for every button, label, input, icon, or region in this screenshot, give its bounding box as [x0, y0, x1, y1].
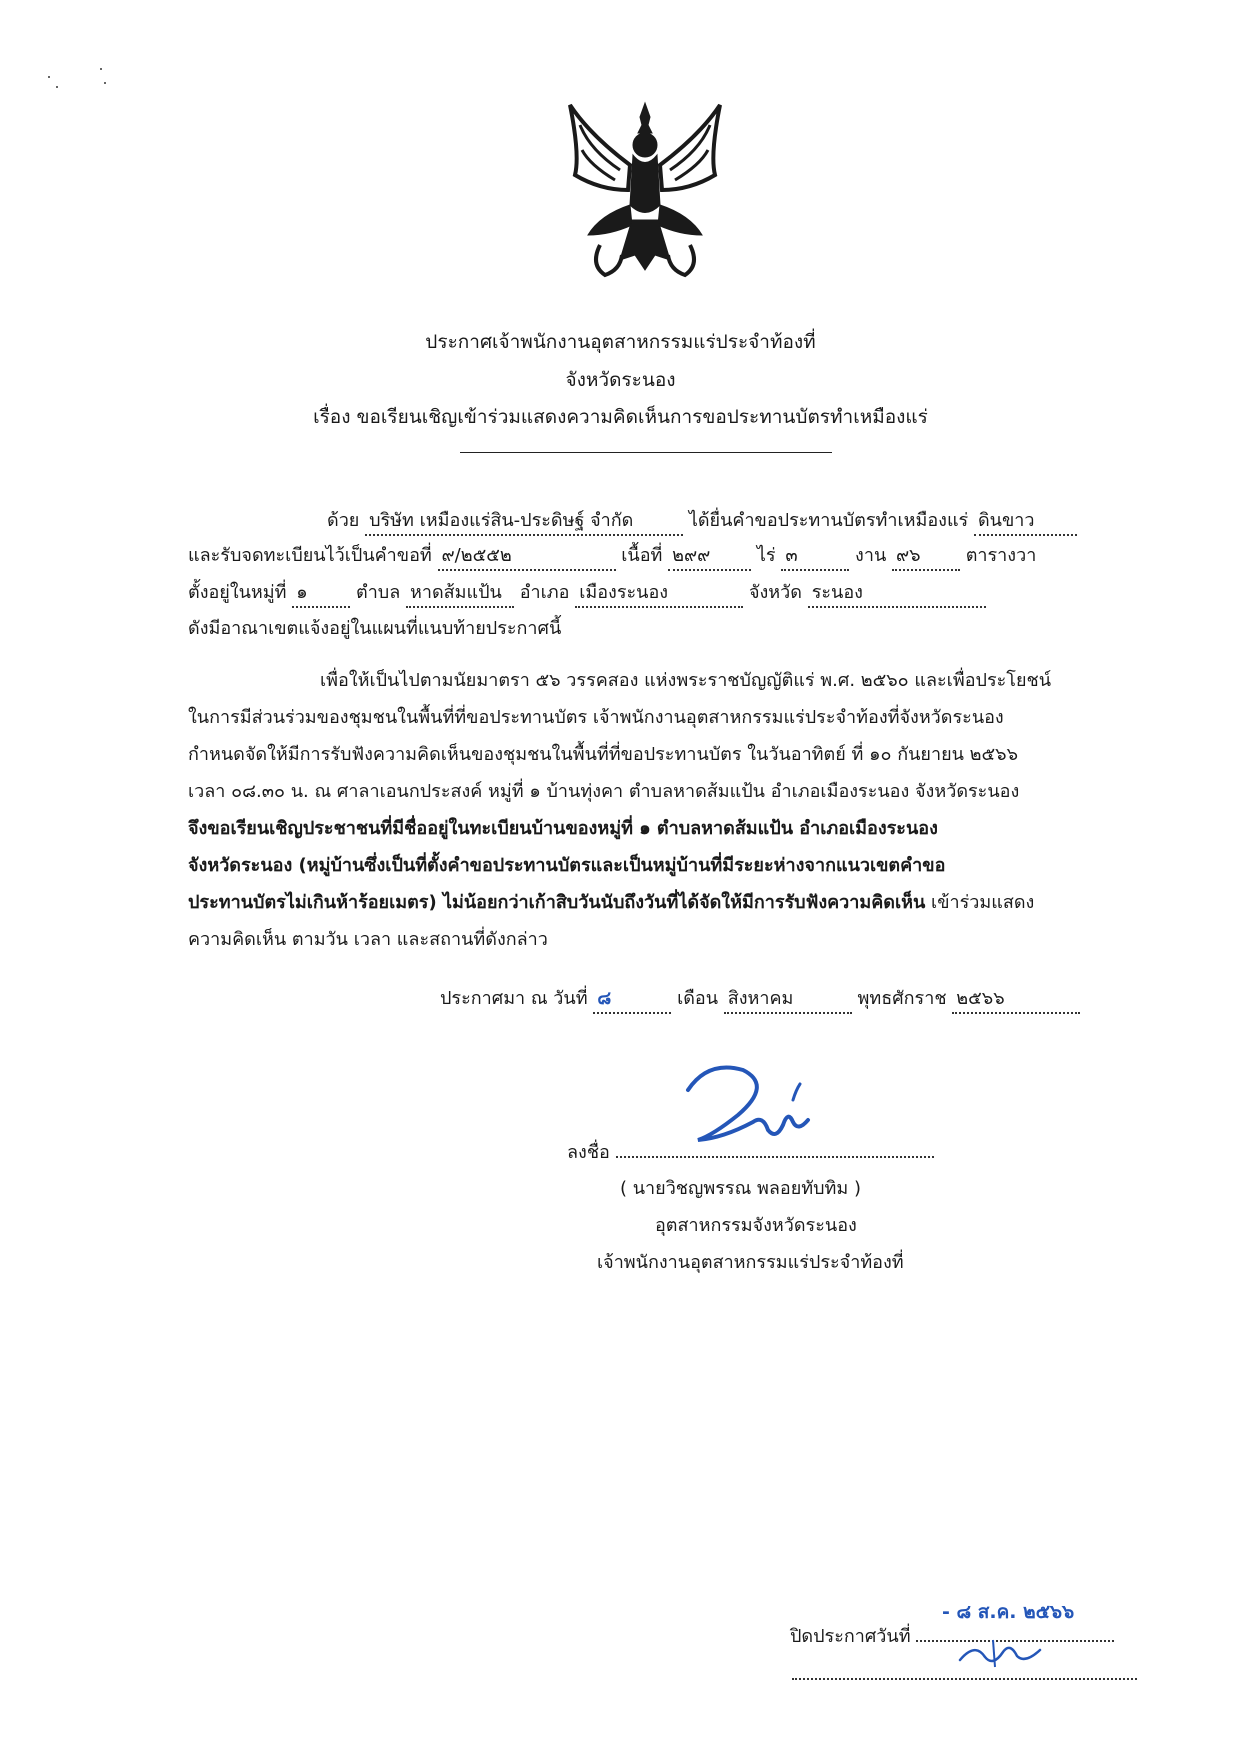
rai-label: ไร่	[756, 545, 776, 566]
tambon-field: หาดส้มแป้น	[406, 577, 514, 608]
province-field: ระนอง	[808, 577, 986, 608]
para2-line2: ในการมีส่วนร่วมของชุมชนในพื้นที่ที่ขอประทานบัตร เจ้าพนักงานอุตสาหกรรมแร่ประจำท้องที่จังหวัดระนอง	[188, 707, 1004, 728]
ngan-field: ๓	[781, 540, 849, 571]
signer-name: ( นายวิชญพรรณ พลอยทับทิม )	[620, 1178, 862, 1199]
para2-line5: จึงขอเรียนเชิญประชาชนที่มีชื่ออยู่ในทะเบียนบ้านของหมู่ที่ ๑ ตำบลหาดส้มแป้น อำเภอเมืองระนอง	[188, 818, 938, 839]
request-label: และรับจดทะเบียนไว้เป็นคำขอที่	[188, 545, 432, 566]
title-line-2: จังหวัดระนอง	[565, 369, 676, 391]
sign-label: ลงชื่อ	[567, 1142, 610, 1163]
para1-prefix: ด้วย	[327, 510, 360, 531]
close-date-stamp: - ๘ ส.ค. ๒๕๖๖	[942, 1601, 1075, 1623]
scan-speck	[48, 76, 50, 78]
para2-line7-bold: ประทานบัตรไม่เกินห้าร้อยเมตร) ไม่น้อยกว่าเก้าสิบวันนับถึงวันที่ได้จัดให้มีการรับฟังความคิดเห็น	[188, 892, 926, 913]
title-divider	[460, 452, 832, 453]
para1-line3	[188, 577, 1128, 608]
scan-speck	[104, 82, 106, 84]
para1-mid: ได้ยื่นคำขอประทานบัตรทำเหมืองแร่	[688, 510, 969, 531]
announce-prefix: ประกาศมา ณ วันที่	[440, 988, 588, 1009]
request-no-field: ๙/๒๕๕๒	[438, 540, 616, 571]
announce-year-field: ๒๕๖๖	[952, 983, 1080, 1014]
announce-day-field: ๘	[593, 983, 671, 1014]
title-line-1: ประกาศเจ้าพนักงานอุตสาหกรรมแร่ประจำท้องที่	[425, 331, 816, 353]
initials-signature	[955, 1632, 1045, 1672]
announce-date-line	[440, 983, 1130, 1014]
rai-field: ๒๙๙	[668, 540, 751, 571]
para1-line2	[188, 540, 1128, 571]
wa-field: ๙๖	[892, 540, 960, 571]
signer-position-1: อุตสาหกรรมจังหวัดระนอง	[655, 1215, 857, 1236]
subject-line: เรื่อง ขอเรียนเชิญเข้าร่วมแสดงความคิดเห็นการขอประทานบัตรทำเหมืองแร่	[313, 406, 928, 428]
ngan-label: งาน	[855, 545, 887, 566]
para2-line1: เพื่อให้เป็นไปตามนัยมาตรา ๕๖ วรรคสอง แห่งพระราชบัญญัติแร่ พ.ศ. ๒๕๖๐ และเพื่อประโยชน์	[320, 670, 1052, 691]
announce-month-field: สิงหาคม	[724, 983, 852, 1014]
moo-field: ๑	[292, 577, 350, 608]
province-label: จังหวัด	[748, 582, 802, 603]
garuda-emblem-icon	[560, 95, 730, 285]
para2-line8: ความคิดเห็น ตามวัน เวลา และสถานที่ดังกล่าว	[188, 929, 548, 950]
year-label: พุทธศักราช	[857, 988, 947, 1009]
wa-label: ตารางวา	[965, 545, 1037, 566]
close-date-second-line	[792, 1678, 1137, 1680]
company-field: บริษัท เหมืองแร่สิน-ประดิษฐ์ จำกัด	[365, 505, 683, 536]
para2-line4: เวลา ๐๘.๓๐ น. ณ ศาลาเอนกประสงค์ หมู่ที่ ๑ บ้านทุ่งคา ตำบลหาดส้มแป้น อำเภอเมืองระนอง จังหวัดระนอง	[188, 781, 1020, 802]
para1-line4: ดังมีอาณาเขตแจ้งอยู่ในแผนที่แนบท้ายประกาศนี้	[188, 618, 562, 639]
para2-line7-tail: เข้าร่วมแสดง	[931, 892, 1035, 913]
tambon-label: ตำบล	[356, 582, 401, 603]
close-date-line	[790, 1621, 1114, 1650]
scan-speck	[56, 86, 58, 88]
para2-line6: จังหวัดระนอง (หมู่บ้านซึ่งเป็นที่ตั้งคำขอประทานบัตรและเป็นหมู่บ้านที่มีระยะห่างจากแนวเขตคำขอ	[188, 855, 946, 876]
amphoe-label: อำเภอ	[519, 582, 570, 603]
month-label: เดือน	[677, 988, 719, 1009]
sign-field	[616, 1156, 934, 1158]
amphoe-field: เมืองระนอง	[575, 577, 743, 608]
para2-line3: กำหนดจัดให้มีการรับฟังความคิดเห็นของชุมชนในพื้นที่ที่ขอประทานบัตร ในวันอาทิตย์ ที่ ๑๐ กันยายน ๒๕๖๖	[188, 744, 1018, 765]
moo-label: ตั้งอยู่ในหมู่ที่	[188, 582, 287, 603]
sign-line	[567, 1137, 967, 1166]
signer-position-2: เจ้าพนักงานอุตสาหกรรมแร่ประจำท้องที่	[597, 1252, 904, 1273]
para1-line1	[327, 505, 1127, 536]
scan-speck	[100, 68, 102, 70]
area-label: เนื้อที่	[621, 545, 663, 566]
close-date-label: ปิดประกาศวันที่	[790, 1626, 911, 1647]
para2-line7	[188, 887, 1128, 916]
mineral-field: ดินขาว	[974, 505, 1077, 536]
